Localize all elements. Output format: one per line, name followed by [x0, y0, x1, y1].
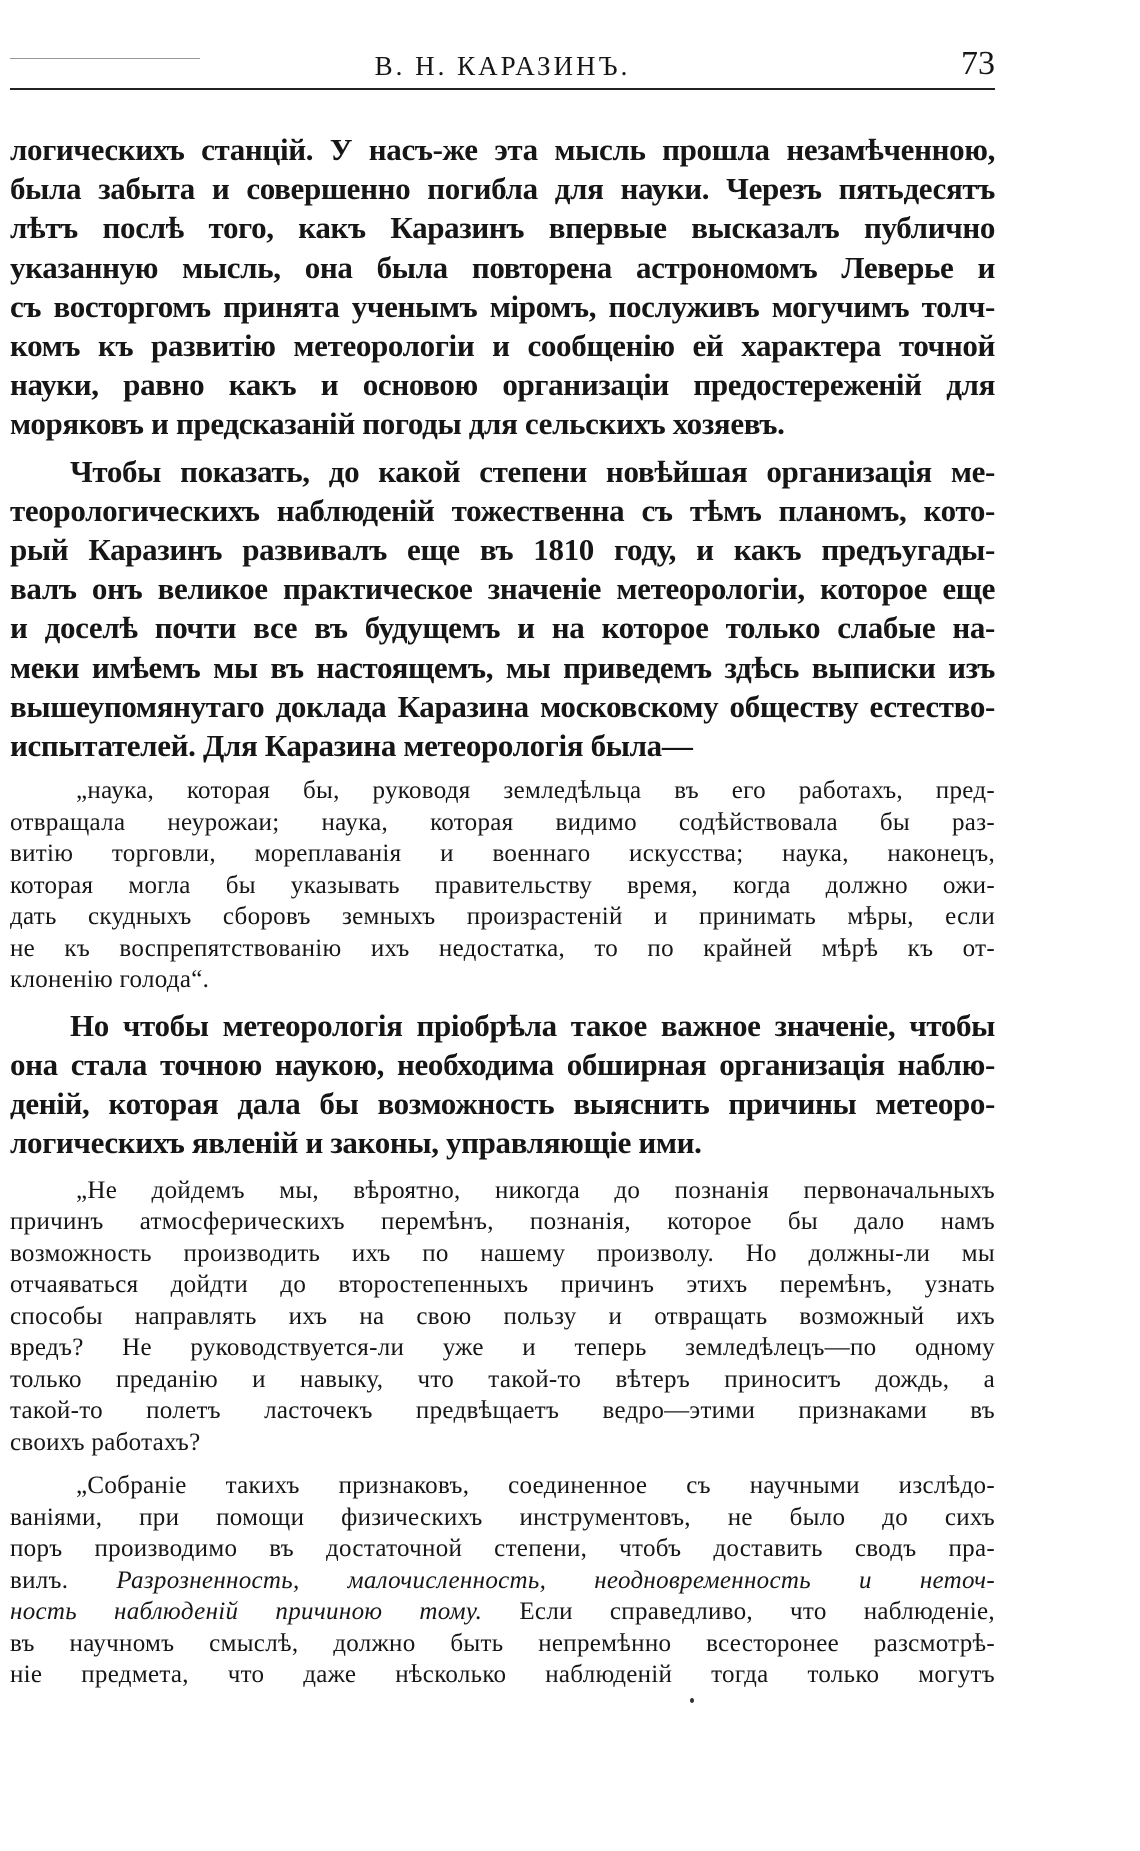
- paragraph-2: [10, 452, 995, 766]
- quote-text-italic: Разрозненность, малочисленность, неодновременность и неточ-: [116, 1566, 995, 1594]
- page-body: [10, 130, 995, 1691]
- quote-line: клоненію голода“.: [10, 966, 210, 994]
- print-speck: [690, 1698, 694, 1703]
- text-line: лѣтъ послѣ того, какъ Каразинъ впервые высказалъ публично: [10, 210, 995, 246]
- text-line: меки имѣемъ мы въ настоящемъ, мы приведемъ здѣсь выписки изъ: [10, 649, 995, 685]
- text-line: теорологическихъ наблюденій тожественна съ тѣмъ планомъ, кото-: [10, 492, 995, 528]
- text-line: Но чтобы метеорологія пріобрѣла такое важное значеніе, чтобы: [70, 1007, 995, 1043]
- quote-line: которая могла бы указывать правительству время, когда должно ожи-: [10, 871, 995, 899]
- paragraph-3: [10, 1006, 995, 1163]
- header-rule: [10, 88, 995, 90]
- text-line: вышеупомянутаго доклада Каразина московскому обществу естество-: [10, 688, 995, 724]
- quote-line: „наука, которая бы, руководя земледѣльца въ его работахъ, пред-: [76, 777, 995, 805]
- text-line: валъ онъ великое практическое значеніе метеорологіи, которое еще: [10, 571, 995, 607]
- quote-line: своихъ работахъ?: [10, 1428, 201, 1456]
- quote-line: витію торговли, мореплаванія и военнаго искусства; наука, наконецъ,: [10, 840, 995, 868]
- quote-line: возможность производить ихъ по нашему произволу. Но должны-ли мы: [10, 1239, 995, 1267]
- paragraph-1: [10, 130, 995, 444]
- quote-line: причинъ атмосферическихъ перемѣнъ, познанія, которое бы дало намъ: [10, 1208, 995, 1236]
- quote-line: способы направлять ихъ на свою пользу и отвращать возможный ихъ: [10, 1302, 995, 1330]
- quote-line: вредъ? Не руководствуется-ли уже и теперь земледѣлецъ—по одному: [10, 1334, 995, 1362]
- quote-line: только преданію и навыку, что такой-то вѣтеръ приноситъ дождь, а: [10, 1365, 995, 1393]
- quote-line-mixed: [10, 1596, 995, 1628]
- running-header: [10, 46, 995, 90]
- text-line: деній, которая дала бы возможность выяснить причины метеоро-: [10, 1086, 995, 1122]
- text-line: испытателей. Для Каразина метеорологія была—: [10, 728, 693, 764]
- text-line: рый Каразинъ развивалъ еще въ 1810 году, и какъ предъугады-: [10, 532, 995, 568]
- quote-line: ваніями, при помощи физическихъ инструментовъ, не было до сихъ: [10, 1503, 995, 1531]
- text-line: науки, равно какъ и основою организаціи предостереженій для: [10, 367, 995, 403]
- quote-text-upright: вилъ.: [10, 1566, 117, 1594]
- text-line: моряковъ и предсказаній погоды для сельскихъ хозяевъ.: [10, 406, 785, 442]
- quote-line: не къ воспрепятствованію ихъ недостатка, то по крайней мѣрѣ къ от-: [10, 934, 995, 962]
- quote-line: поръ производимо въ достаточной степени, чтобъ доставить сводъ пра-: [10, 1535, 995, 1563]
- page-number: 73: [961, 45, 995, 82]
- text-line: она стала точною наукою, необходима обширная организація наблю-: [10, 1046, 995, 1082]
- running-title: В. Н. КАРАЗИНЪ.: [374, 51, 631, 81]
- quote-text-upright: Если справедливо, что наблюденіе,: [482, 1598, 995, 1626]
- quote-line: „Не дойдемъ мы, вѣроятно, никогда до познанія первоначальныхъ: [76, 1176, 995, 1204]
- quote-line: „Собраніе такихъ признаковъ, соединенное съ научными изслѣдо-: [76, 1472, 995, 1500]
- quote-line-mixed: [10, 1565, 995, 1597]
- text-line: комъ къ развитію метеорологіи и сообщенію ей характера точной: [10, 328, 995, 364]
- quote-line: такой-то полетъ ласточекъ предвѣщаетъ ведро—этими признаками въ: [10, 1397, 995, 1425]
- text-line: съ восторгомъ принята ученымъ міромъ, послуживъ могучимъ толч-: [10, 288, 995, 324]
- quote-line: отчаяваться дойдти до второстепенныхъ причинъ этихъ перемѣнъ, узнать: [10, 1271, 995, 1299]
- quote-line: отвращала неурожаи; наука, которая видимо содѣйствовала бы раз-: [10, 808, 995, 836]
- quote-line: дать скудныхъ сборовъ земныхъ произрастеній и принимать мѣры, если: [10, 903, 995, 931]
- text-line: логическихъ явленій и законы, управляющіе ими.: [10, 1125, 702, 1161]
- text-line: была забыта и совершенно погибла для науки. Черезъ пятьдесятъ: [10, 171, 995, 207]
- quotation-3: [10, 1470, 995, 1691]
- text-line: Чтобы показать, до какой степени новѣйшая организація ме-: [70, 453, 995, 489]
- text-line: указанную мысль, она была повторена астрономомъ Леверье и: [10, 249, 995, 285]
- text-line: логическихъ станцій. У насъ-же эта мысль прошла незамѣченною,: [10, 132, 995, 167]
- quote-line: въ научномъ смыслѣ, должно быть непремѣнно всесторонее разсмотрѣ-: [10, 1629, 995, 1657]
- text-line: и доселѣ почти все въ будущемъ и на которое только слабые на-: [10, 610, 995, 646]
- quote-text-italic: ность наблюденій причиною тому.: [10, 1598, 483, 1626]
- quotation-1: [10, 775, 995, 996]
- quote-line: ніе предмета, что даже нѣсколько наблюденій тогда только могутъ: [10, 1661, 995, 1689]
- quotation-2: [10, 1175, 995, 1459]
